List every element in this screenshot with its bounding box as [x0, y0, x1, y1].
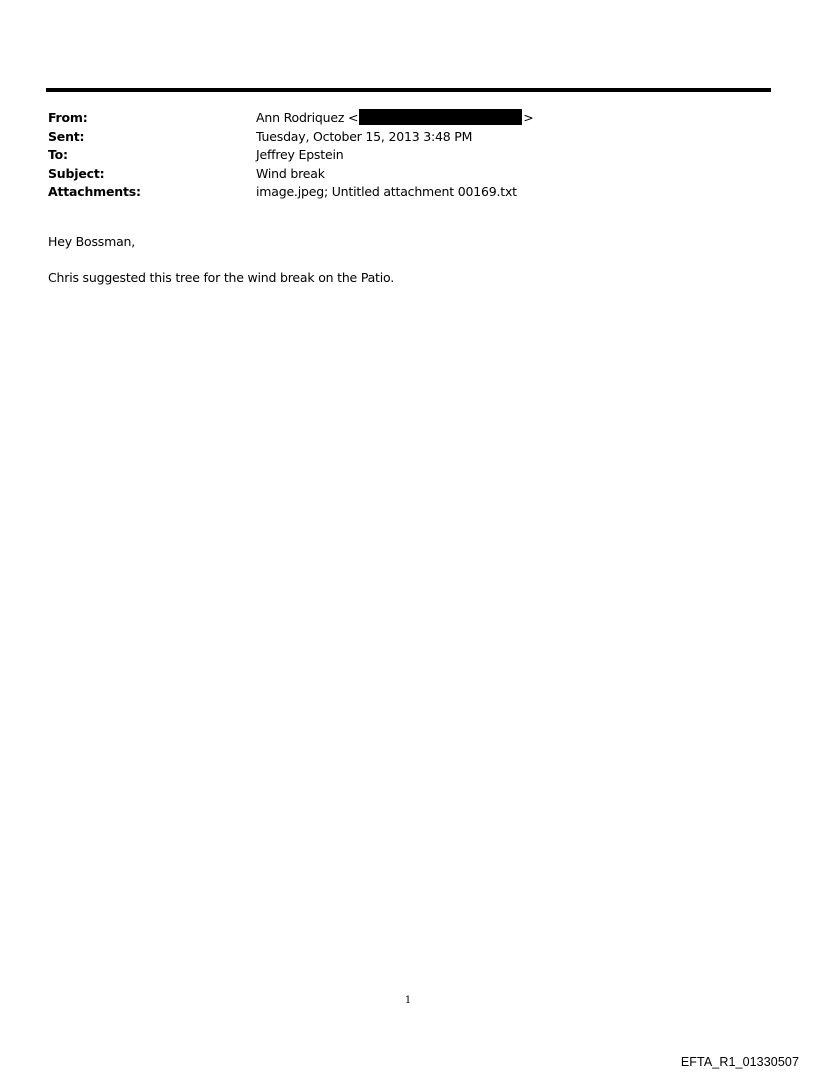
- attachments-row: [48, 183, 748, 202]
- bates-number: EFTA_R1_01330507: [680, 1055, 799, 1069]
- to-label: To:: [48, 147, 68, 163]
- attachments-label: Attachments:: [48, 184, 141, 200]
- subject-row: [48, 165, 748, 184]
- subject-label: Subject:: [48, 165, 105, 181]
- email-header: [48, 109, 748, 202]
- sender-name: Ann Rodriquez <: [256, 110, 359, 126]
- header-divider: [46, 88, 771, 92]
- from-value: [256, 109, 534, 127]
- attachments-value: image.jpeg; Untitled attachment 00169.txt: [256, 184, 517, 200]
- email-greeting: Hey Bossman,: [48, 234, 136, 249]
- sender-suffix: >: [523, 110, 534, 126]
- from-row: [48, 109, 748, 128]
- sent-row: [48, 128, 748, 147]
- email-message: Chris suggested this tree for the wind break on the Patio.: [48, 270, 395, 285]
- from-label: From:: [48, 110, 88, 126]
- to-value: Jeffrey Epstein: [256, 147, 344, 163]
- redacted-email-address: [359, 109, 522, 125]
- sent-label: Sent:: [48, 128, 85, 144]
- page-number: 1: [404, 995, 412, 1006]
- sent-value: Tuesday, October 15, 2013 3:48 PM: [256, 128, 473, 144]
- to-row: [48, 146, 748, 165]
- subject-value: Wind break: [256, 165, 325, 181]
